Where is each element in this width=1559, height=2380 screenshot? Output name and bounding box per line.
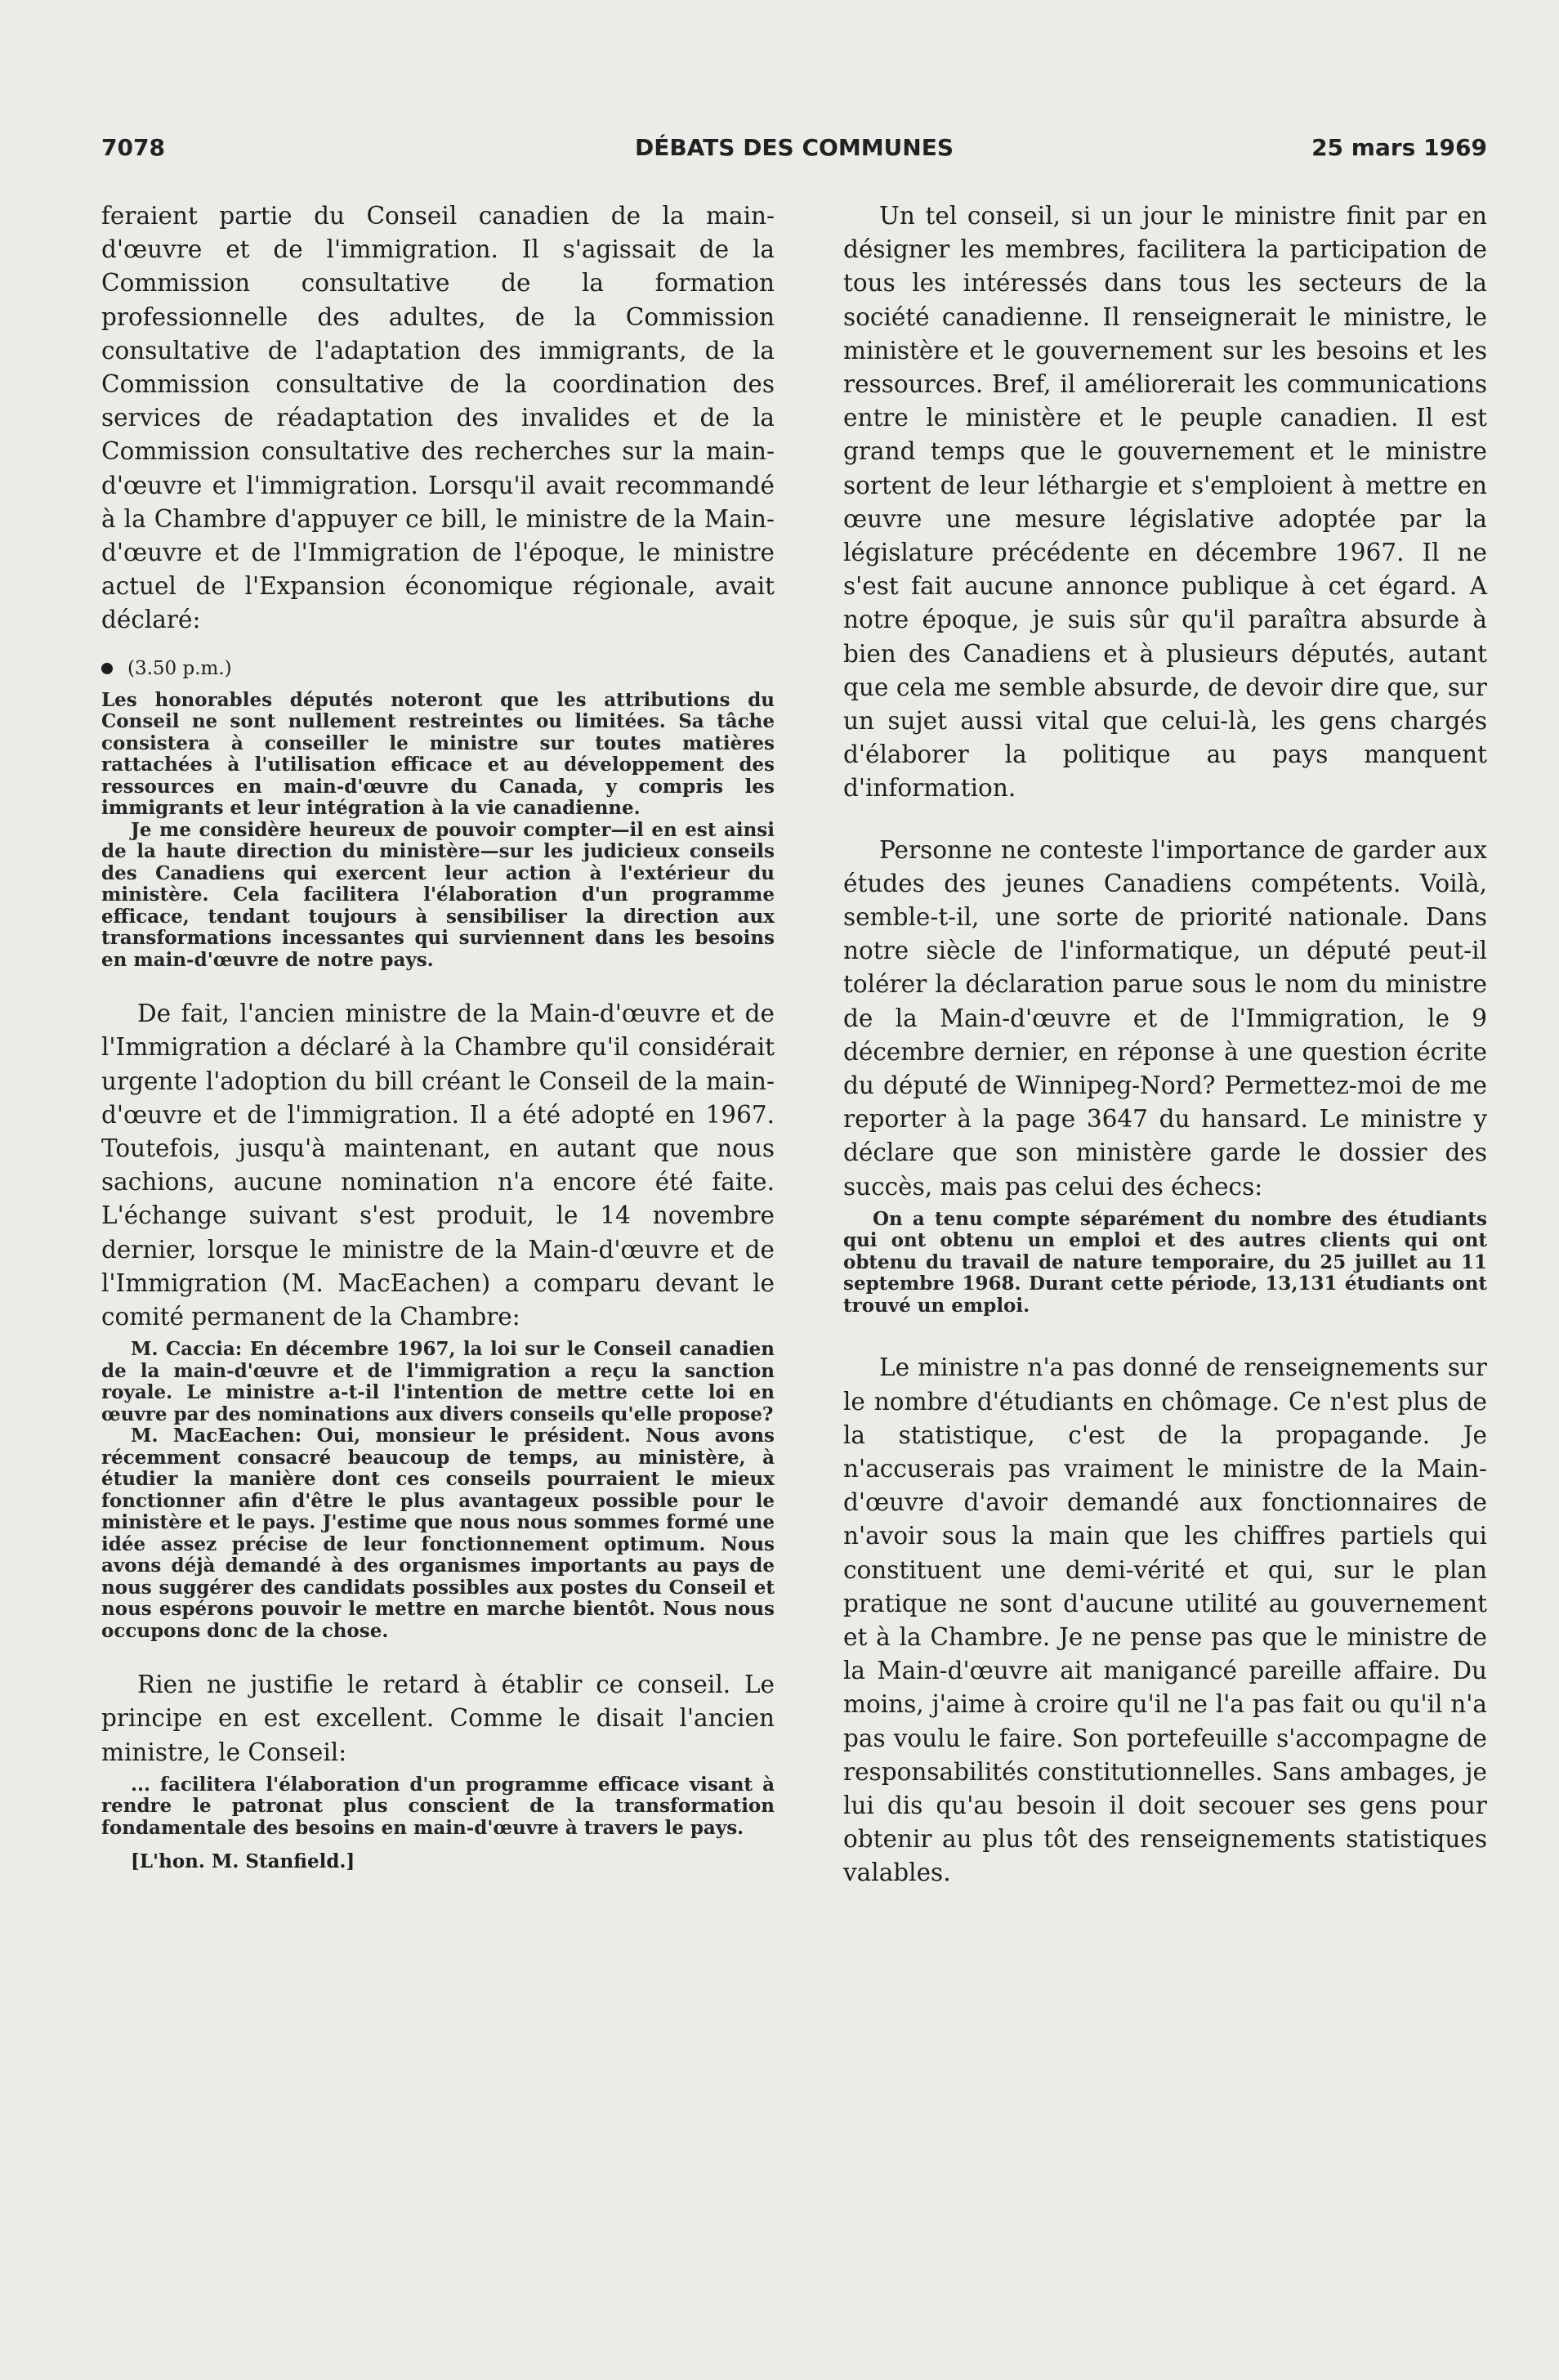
- paragraph: Un tel conseil, si un jour le ministre finit par en désigner les membres, facilitera la participation de tous les intéressés dans tous les secteurs de la société canadienne. Il renseignerait le ministre, le ministère et le gouvernement sur les besoins et les ressources. Bref, il améliorerait les communications entre le ministère et le peuple canadien. Il est grand temps que le gouvernement et le ministre sortent de leur léthargie et s'emploient à mettre en œuvre une mesure législative adoptée par la législature précédente en décembre 1967. Il ne s'est fait aucune annonce publique à cet égard. A notre époque, je suis sûr qu'il paraîtra absurde à bien des Canadiens et à plusieurs députés, autant que cela me semble absurde, de devoir dire que, sur un sujet aussi vital que celui-là, les gens chargés d'élaborer la politique au pays manquent d'information.: [843, 202, 1487, 803]
- quote-paragraph: On a tenu compte séparément du nombre des étudiants qui ont obtenu un emploi et des autres clients qui ont obtenu du travail de nature temporaire, du 25 juillet au 11 septembre 1968. Durant cette période, 13,131 étudiants ont trouvé un emploi.: [843, 1207, 1487, 1317]
- left-column: [101, 199, 775, 1890]
- right-column: [843, 199, 1487, 1890]
- speaker-attribution: [L'hon. M. Stanfield.]: [131, 1850, 355, 1873]
- block-quote: [843, 1209, 1487, 1318]
- paragraph: De fait, l'ancien ministre de la Main-d'œuvre et de l'Immigration a déclaré à la Chambre qu'il considérait urgente l'adoption du bill créant le Conseil de la main-d'œuvre et de l'immigration. Il a été adopté en 1967. Toutefois, jusqu'à maintenant, en autant que nous sachions, aucune nomination n'a encore été faite. L'échange suivant s'est produit, le 14 novembre dernier, lorsque le ministre de la Main-d'œuvre et de l'Immigration (M. MacEachen) a comparu devant le comité permanent de la Chambre:: [101, 1000, 775, 1331]
- page-number: 7078: [101, 134, 165, 161]
- quote-paragraph: M. MacEachen: Oui, monsieur le président. Nous avons récemment consacré beaucoup de temps, au ministère, à étudier la manière dont ces conseils pourraient le mieux fonctionner afin d'être le plus avantageux possible pour le ministère et le pays. J'estime que nous nous sommes formé une idée assez précise de leur fonctionnement optimum. Nous avons déjà demandé à des organismes importants au pays de nous suggérer des candidats possibles aux postes du Conseil et nous espérons pouvoir le mettre en marche bientôt. Nous nous occupons donc de la chose.: [101, 1425, 775, 1642]
- publication-title: DÉBATS DES COMMUNES: [634, 134, 954, 161]
- block-quote: [101, 1774, 775, 1840]
- quote-paragraph: ... facilitera l'élaboration d'un programme efficace visant à rendre le patronat plus conscient de la transformation fondamentale des besoins en main-d'œuvre à travers le pays.: [101, 1773, 775, 1839]
- paragraph: Le ministre n'a pas donné de renseignements sur le nombre d'étudiants en chômage. Ce n'est plus de la statistique, c'est de la propagande. Je n'accuserais pas vraiment le ministre de la Main-d'œuvre d'avoir demandé aux fonctionnaires de n'avoir sous la main que les chiffres partiels qui constituent une demi-vérité et qui, sur le plan pratique ne sont d'aucune utilité au gouvernement et à la Chambre. Je ne pense pas que le ministre de la Main-d'œuvre ait manigancé pareille affaire. Du moins, j'aime à croire qu'il ne l'a pas fait ou qu'il n'a pas voulu le faire. Son portefeuille s'accompagne de responsabilités constitutionnelles. Sans ambages, je lui dis qu'au besoin il doit secouer ses gens pour obtenir au plus tôt des renseignements statistiques valables.: [843, 1353, 1487, 1887]
- quote-paragraph: Les honorables députés noteront que les attributions du Conseil ne sont nullement restreintes ou limitées. Sa tâche consistera à conseiller le ministre sur toutes matières rattachées à l'utilisation efficace et au développement des ressources en main-d'œuvre du Canada, y compris les immigrants et leur intégration à la vie canadienne.: [101, 688, 775, 820]
- paragraph: feraient partie du Conseil canadien de la main-d'œuvre et de l'immigration. Il s'agissait de la Commission consultative de la formation professionnelle des adultes, de la Commission consultative de l'adaptation des immigrants, de la Commission consultative de la coordination des services de réadaptation des invalides et de la Commission consultative des recherches sur la main-d'œuvre et l'immigration. Lorsqu'il avait recommandé à la Chambre d'appuyer ce bill, le ministre de la Main-d'œuvre et de l'Immigration de l'époque, le ministre actuel de l'Expansion économique régionale, avait déclaré:: [101, 202, 775, 634]
- paragraph: Personne ne conteste l'importance de garder aux études des jeunes Canadiens compétents. Voilà, semble-t-il, une sorte de priorité nationale. Dans notre siècle de l'informatique, un député peut-il tolérer la déclaration parue sous le nom du ministre de la Main-d'œuvre et de l'Immigration, le 9 décembre dernier, en réponse à une question écrite du député de Winnipeg-Nord? Permettez-moi de me reporter à la page 3647 du hansard. Le ministre y déclare que son ministère garde le dossier des succès, mais pas celui des échecs:: [843, 835, 1487, 1201]
- paragraph: Rien ne justifie le retard à établir ce conseil. Le principe en est excellent. Comme le disait l'ancien ministre, le Conseil:: [101, 1671, 775, 1766]
- bullet-icon: [101, 663, 113, 674]
- text-columns: [101, 199, 1487, 1890]
- page-header: [101, 134, 1487, 170]
- page-date: 25 mars 1969: [1311, 134, 1487, 161]
- block-quote: [101, 690, 775, 972]
- block-quote: [101, 1339, 775, 1642]
- time-stamp: (3.50 p.m.): [127, 657, 232, 679]
- time-marker: [101, 657, 775, 680]
- quote-paragraph: M. Caccia: En décembre 1967, la loi sur le Conseil canadien de la main-d'œuvre et de l'immigration a reçu la sanction royale. Le ministre a-t-il l'intention de mettre cette loi en œuvre par des nominations aux divers conseils qu'elle propose?: [101, 1338, 775, 1425]
- quote-paragraph: Je me considère heureux de pouvoir compter—il en est ainsi de la haute direction du ministère—sur les judicieux conseils des Canadiens qui exercent leur action à l'extérieur du ministère. Cela facilitera l'élaboration d'un programme efficace, tendant toujours à sensibiliser la direction aux transformations incessantes qui surviennent dans les besoins en main-d'œuvre de notre pays.: [101, 818, 775, 971]
